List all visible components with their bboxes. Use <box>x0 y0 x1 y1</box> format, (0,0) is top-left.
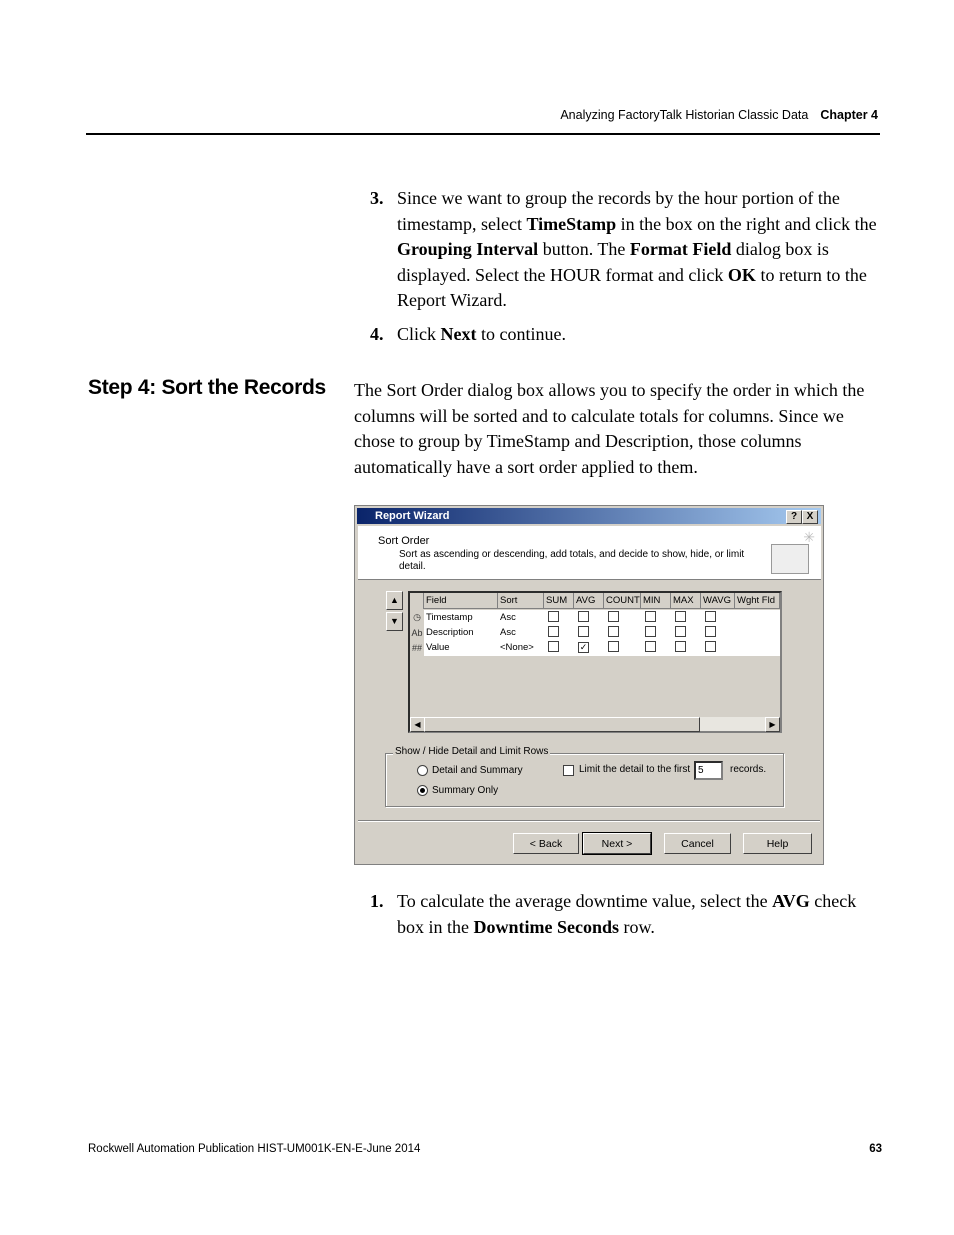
section-paragraph: The Sort Order dialog box allows you to specify the order in which the columns will be sorted and to calculate totals for columns. Since we chose to group by TimeStamp and Description, those columns automatically have a sort order applied to them. <box>354 380 865 477</box>
help-icon[interactable]: ? <box>786 510 802 524</box>
move-up-button[interactable]: ▲ <box>386 591 403 610</box>
checkbox-cell <box>544 641 574 655</box>
field-cell: Value <box>426 642 450 653</box>
column-header[interactable]: MAX <box>671 593 701 609</box>
grid-body <box>411 610 780 656</box>
checkbox-cell <box>604 611 641 625</box>
step-3 <box>370 186 880 314</box>
checkbox-cell <box>671 611 701 625</box>
checkbox-cell <box>641 641 671 655</box>
header-rule <box>86 133 880 135</box>
checkbox-cell <box>701 641 735 655</box>
column-header[interactable]: SUM <box>544 593 574 609</box>
checkbox-cell <box>701 626 735 640</box>
checkbox-cell <box>574 642 604 653</box>
aggregate-checkbox[interactable] <box>608 626 619 637</box>
aggregate-checkbox[interactable] <box>645 626 656 637</box>
report-wizard-dialog <box>354 505 824 865</box>
checkbox-cell <box>671 641 701 655</box>
aggregate-checkbox[interactable] <box>548 641 559 652</box>
running-header <box>560 108 878 122</box>
limit-detail-label: Limit the detail to the first <box>579 764 691 775</box>
checkbox-cell <box>574 611 604 625</box>
table-row[interactable] <box>411 640 780 655</box>
header-title: Analyzing FactoryTalk Historian Classic Data <box>560 108 809 122</box>
close-icon[interactable]: X <box>802 510 818 524</box>
step-text: To calculate the average downtime value, select the AVG check box in the Downtime Seconds row. <box>397 891 857 937</box>
aggregate-checkbox[interactable] <box>705 641 716 652</box>
aggregate-checkbox[interactable] <box>675 641 686 652</box>
sort-cell[interactable]: Asc <box>500 627 516 638</box>
step-number: 4. <box>370 324 384 344</box>
aggregate-checkbox[interactable] <box>705 611 716 622</box>
wizard-step-description: Sort as ascending or descending, add totals, and decide to show, hide, or limit detail. <box>399 549 745 572</box>
checkbox-cell <box>544 626 574 640</box>
scroll-left-icon[interactable]: ◀ <box>410 717 425 732</box>
aggregate-checkbox[interactable] <box>548 611 559 622</box>
checkbox-cell <box>574 626 604 640</box>
button-separator <box>358 820 820 822</box>
field-cell: Description <box>426 627 474 638</box>
limit-records-input[interactable]: 5 <box>694 761 723 780</box>
limit-suffix-label: records. <box>730 764 767 775</box>
grid-header <box>424 593 780 609</box>
next-button[interactable]: Next > <box>583 833 651 854</box>
column-header[interactable]: Sort <box>498 593 544 609</box>
aggregate-checkbox[interactable] <box>608 611 619 622</box>
sort-cell[interactable]: <None> <box>500 642 534 653</box>
row-selector-header <box>411 593 424 609</box>
move-down-button[interactable]: ▼ <box>386 612 403 631</box>
help-button[interactable]: Help <box>743 833 812 854</box>
sort-cell[interactable]: Asc <box>500 612 516 623</box>
radio-detail-label: Detail and Summary <box>432 765 523 776</box>
sparkle-icon: ✳ <box>803 529 815 545</box>
wizard-header <box>358 526 821 580</box>
step-text: Click Next to continue. <box>397 324 566 344</box>
radio-detail-and-summary[interactable] <box>417 765 428 776</box>
scroll-thumb[interactable] <box>424 717 700 732</box>
column-header[interactable]: Field <box>424 593 498 609</box>
column-header[interactable]: COUNT <box>604 593 641 609</box>
column-header[interactable]: Wght Fld <box>735 593 780 609</box>
radio-summary-label: Summary Only <box>432 785 499 796</box>
aggregate-checkbox[interactable] <box>608 641 619 652</box>
step-1 <box>370 889 880 940</box>
numeric-type-icon: ## <box>411 642 422 653</box>
aggregate-checkbox[interactable] <box>578 611 589 622</box>
wizard-icon <box>771 544 809 574</box>
aggregate-checkbox[interactable] <box>705 626 716 637</box>
radio-summary-only[interactable] <box>417 785 428 796</box>
step-text: Since we want to group the records by the hour portion of the timestamp, select TimeStamp in the box on the right and click the Grouping Interval button. The Format Field dialog box is displayed. Select the HOUR format and click OK to return to the Report Wizard. <box>397 188 877 310</box>
horizontal-scrollbar[interactable] <box>410 717 780 731</box>
step-number: 3. <box>370 188 384 208</box>
scroll-right-icon[interactable]: ▶ <box>765 717 780 732</box>
footer-publication: Rockwell Automation Publication HIST-UM001K-EN-E-June 2014 <box>88 1143 421 1155</box>
step-number: 1. <box>370 891 384 911</box>
column-header[interactable]: WAVG <box>701 593 735 609</box>
group-legend: Show / Hide Detail and Limit Rows <box>395 746 549 757</box>
back-button[interactable]: < Back <box>513 833 579 854</box>
step-4 <box>370 322 880 348</box>
text-type-icon: Ab <box>411 627 423 638</box>
field-cell: Timestamp <box>426 612 473 623</box>
aggregate-checkbox[interactable]: ✓ <box>579 642 588 652</box>
aggregate-checkbox[interactable] <box>645 641 656 652</box>
column-header[interactable]: MIN <box>641 593 671 609</box>
page-number: 63 <box>869 1143 882 1155</box>
dialog-titlebar <box>357 508 821 524</box>
cancel-button[interactable]: Cancel <box>664 833 731 854</box>
sort-order-grid <box>408 591 782 733</box>
checkbox-cell <box>671 626 701 640</box>
limit-detail-checkbox[interactable] <box>563 765 574 776</box>
table-row[interactable] <box>413 610 780 625</box>
section-heading: Step 4: Sort the Records <box>88 376 326 399</box>
header-chapter: Chapter 4 <box>820 108 878 122</box>
show-hide-group <box>385 746 784 807</box>
checkbox-cell <box>701 611 735 625</box>
aggregate-checkbox[interactable] <box>578 626 589 637</box>
wizard-step-title: Sort Order <box>378 535 430 547</box>
checkbox-cell <box>544 611 574 625</box>
table-row[interactable] <box>411 625 780 640</box>
checkbox-cell <box>641 611 671 625</box>
aggregate-checkbox[interactable] <box>675 626 686 637</box>
checkbox-cell <box>641 626 671 640</box>
checkbox-cell <box>604 641 641 655</box>
column-header[interactable]: AVG <box>574 593 604 609</box>
checkbox-cell <box>604 626 641 640</box>
clock-icon: ◷ <box>413 612 421 622</box>
aggregate-checkbox[interactable] <box>548 626 559 637</box>
aggregate-checkbox[interactable] <box>645 611 656 622</box>
aggregate-checkbox[interactable] <box>675 611 686 622</box>
dialog-title: Report Wizard <box>375 510 450 522</box>
